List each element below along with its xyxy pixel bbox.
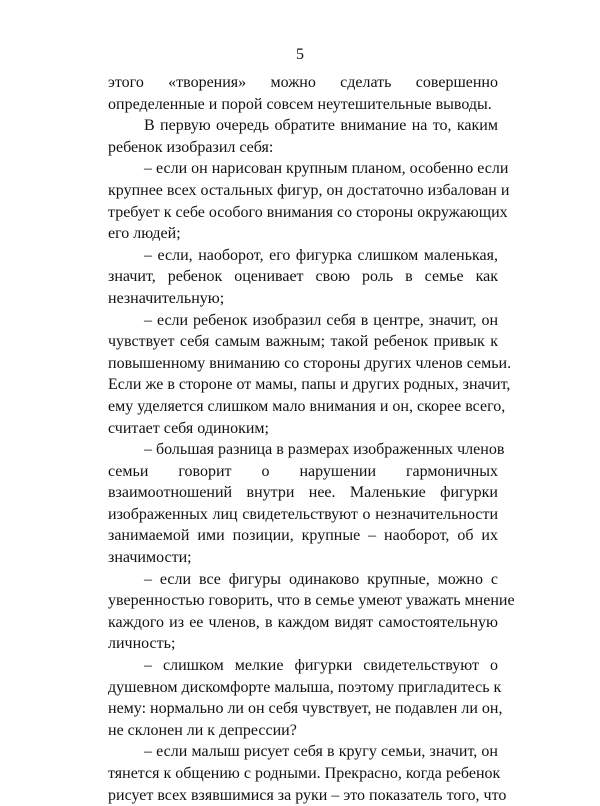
text-line: В первую очередь обратите внимание на то, каким <box>144 117 498 135</box>
text-line: – если ребенок изобразил себя в центре, значит, он <box>144 311 498 329</box>
text-line: – если малыш рисует себя в кругу семьи, значит, он <box>144 743 498 761</box>
text-line: занимаемой ими позиции, крупные – наоборот, об их <box>108 527 498 545</box>
text-line: Если же в стороне от мамы, папы и других родных, значит, <box>108 376 511 394</box>
text-line: чувствует себя самым важным; такой ребенок привык к <box>108 333 498 351</box>
text-line: душевном дискомфорте малыша, поэтому пригладитесь к <box>108 678 502 696</box>
text-line: ребенок изобразил себя: <box>108 138 274 156</box>
body-text <box>108 72 515 806</box>
text-line: этого «творения» можно сделать совершенно <box>108 74 498 91</box>
text-line: – если он нарисован крупным планом, особенно если <box>144 160 509 178</box>
text-line: считает себя одиноким; <box>108 419 269 437</box>
text-line: каждого из ее членов, в каждом видят самостоятельную <box>108 613 498 631</box>
text-line: – если все фигуры одинаково крупные, можно с <box>144 570 498 588</box>
page-number: 5 <box>296 46 304 63</box>
text-line: крупнее всех остальных фигур, он достаточно избалован и <box>108 181 510 199</box>
text-line: его людей; <box>108 225 181 243</box>
text-line: личность; <box>108 635 176 653</box>
text-line: не склонен ли к депрессии? <box>108 721 297 739</box>
text-line: нему: нормально ли он себя чувствует, не подавлен ли он, <box>108 700 503 718</box>
text-line: изображенных лиц свидетельствуют о незначительности <box>108 505 498 523</box>
text-line: ему уделяется слишком мало внимания и он, скорее всего, <box>108 397 506 415</box>
text-line: уверенностью говорить, что в семье умеют уважать мнение <box>108 592 515 610</box>
text-line: тянется к общению с родными. Прекрасно, когда ребенок <box>108 765 501 782</box>
text-line: семьи говорит о нарушении гармоничных <box>108 462 498 480</box>
text-line: значимости; <box>108 549 192 567</box>
text-line: повышенному вниманию со стороны других членов семьи. <box>108 354 512 372</box>
text-line: – большая разница в размерах изображенных членов <box>144 441 505 459</box>
text-line: незначительную; <box>108 289 225 307</box>
text-line: взаимоотношений внутри нее. Маленькие фигурки <box>108 484 498 502</box>
text-line: рисует всех взявшимися за руки – это показатель того, что <box>108 786 507 804</box>
text-line: – слишком мелкие фигурки свидетельствуют о <box>144 657 498 675</box>
text-line: определенные и порой совсем неутешительные выводы. <box>108 95 492 113</box>
text-line: – если, наоборот, его фигурка слишком маленькая, <box>144 246 498 264</box>
text-line: требует к себе особого внимания со стороны окружающих <box>108 203 508 221</box>
text-line: значит, ребенок оценивает свою роль в семье как <box>108 268 498 286</box>
